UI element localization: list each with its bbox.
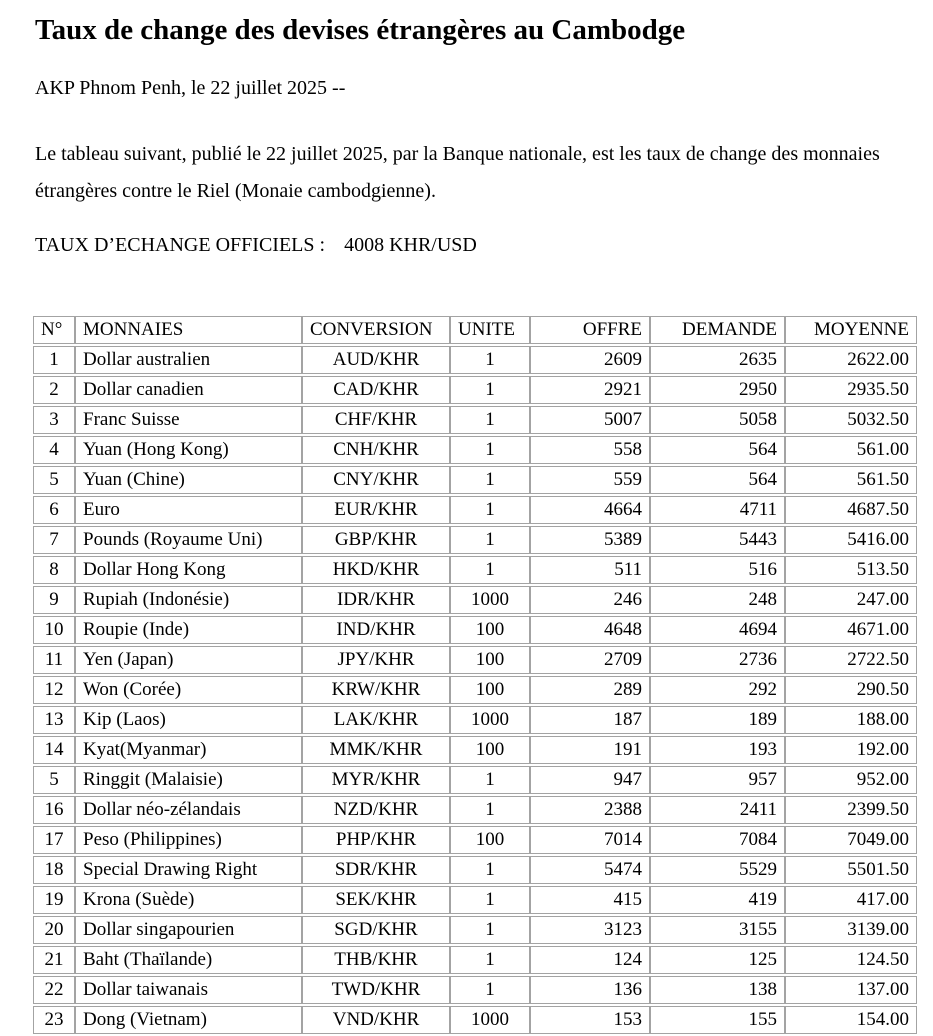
- cell-currency: Dollar singapourien: [75, 916, 302, 944]
- cell-conversion: CHF/KHR: [302, 406, 450, 434]
- cell-conversion: SGD/KHR: [302, 916, 450, 944]
- cell-currency: Dollar taiwanais: [75, 976, 302, 1004]
- cell-conversion: PHP/KHR: [302, 826, 450, 854]
- cell-offer: 187: [530, 706, 650, 734]
- cell-demand: 4711: [650, 496, 785, 524]
- table-row: [33, 646, 917, 674]
- cell-conversion: JPY/KHR: [302, 646, 450, 674]
- cell-no: 2: [33, 376, 75, 404]
- cell-demand: 7084: [650, 826, 785, 854]
- cell-conversion: CAD/KHR: [302, 376, 450, 404]
- cell-offer: 3123: [530, 916, 650, 944]
- cell-conversion: EUR/KHR: [302, 496, 450, 524]
- cell-average: 137.00: [785, 976, 917, 1004]
- table-row: [33, 886, 917, 914]
- cell-average: 952.00: [785, 766, 917, 794]
- cell-unit: 1: [450, 856, 530, 884]
- cell-no: 7: [33, 526, 75, 554]
- cell-no: 23: [33, 1006, 75, 1034]
- cell-average: 154.00: [785, 1006, 917, 1034]
- table-row: [33, 856, 917, 884]
- cell-currency: Dollar Hong Kong: [75, 556, 302, 584]
- cell-no: 4: [33, 436, 75, 464]
- cell-conversion: IDR/KHR: [302, 586, 450, 614]
- cell-unit: 1000: [450, 1006, 530, 1034]
- exchange-rates-table: [33, 314, 917, 1036]
- cell-no: 19: [33, 886, 75, 914]
- cell-average: 417.00: [785, 886, 917, 914]
- cell-average: 290.50: [785, 676, 917, 704]
- cell-currency: Dollar canadien: [75, 376, 302, 404]
- cell-average: 247.00: [785, 586, 917, 614]
- cell-average: 124.50: [785, 946, 917, 974]
- official-rate-line: [35, 233, 917, 257]
- cell-offer: 4664: [530, 496, 650, 524]
- cell-unit: 1: [450, 946, 530, 974]
- cell-conversion: MMK/KHR: [302, 736, 450, 764]
- table-row: [33, 736, 917, 764]
- table-row: [33, 346, 917, 374]
- cell-currency: Dollar australien: [75, 346, 302, 374]
- cell-unit: 1000: [450, 586, 530, 614]
- cell-currency: Dollar néo-zélandais: [75, 796, 302, 824]
- cell-unit: 1: [450, 556, 530, 584]
- cell-currency: Special Drawing Right: [75, 856, 302, 884]
- cell-offer: 2609: [530, 346, 650, 374]
- cell-unit: 1: [450, 346, 530, 374]
- table-row: [33, 556, 917, 584]
- cell-demand: 564: [650, 466, 785, 494]
- cell-currency: Won (Corée): [75, 676, 302, 704]
- cell-no: 10: [33, 616, 75, 644]
- cell-demand: 5058: [650, 406, 785, 434]
- cell-unit: 1: [450, 796, 530, 824]
- cell-average: 561.00: [785, 436, 917, 464]
- table-row: [33, 946, 917, 974]
- cell-no: 21: [33, 946, 75, 974]
- table-row: [33, 916, 917, 944]
- table-row: [33, 376, 917, 404]
- column-header-offer: OFFRE: [530, 316, 650, 344]
- rates-table-head: [33, 316, 917, 344]
- cell-conversion: CNY/KHR: [302, 466, 450, 494]
- rates-table-body: [33, 346, 917, 1034]
- column-header-unit: UNITE: [450, 316, 530, 344]
- official-rate-value: 4008 KHR/USD: [344, 234, 477, 256]
- cell-demand: 189: [650, 706, 785, 734]
- cell-offer: 246: [530, 586, 650, 614]
- cell-unit: 1: [450, 766, 530, 794]
- cell-unit: 100: [450, 736, 530, 764]
- cell-average: 2622.00: [785, 346, 917, 374]
- cell-currency: Kyat(Myanmar): [75, 736, 302, 764]
- cell-conversion: SDR/KHR: [302, 856, 450, 884]
- cell-average: 188.00: [785, 706, 917, 734]
- cell-conversion: THB/KHR: [302, 946, 450, 974]
- table-row: [33, 466, 917, 494]
- cell-average: 5032.50: [785, 406, 917, 434]
- cell-offer: 5007: [530, 406, 650, 434]
- cell-currency: Kip (Laos): [75, 706, 302, 734]
- cell-demand: 2411: [650, 796, 785, 824]
- cell-conversion: HKD/KHR: [302, 556, 450, 584]
- table-row: [33, 826, 917, 854]
- cell-average: 192.00: [785, 736, 917, 764]
- cell-conversion: CNH/KHR: [302, 436, 450, 464]
- cell-offer: 124: [530, 946, 650, 974]
- table-row: [33, 676, 917, 704]
- cell-unit: 1: [450, 976, 530, 1004]
- cell-unit: 100: [450, 676, 530, 704]
- cell-average: 4687.50: [785, 496, 917, 524]
- cell-currency: Euro: [75, 496, 302, 524]
- cell-no: 1: [33, 346, 75, 374]
- column-header-no: N°: [33, 316, 75, 344]
- cell-demand: 2736: [650, 646, 785, 674]
- cell-no: 5: [33, 466, 75, 494]
- cell-currency: Baht (Thaïlande): [75, 946, 302, 974]
- cell-demand: 4694: [650, 616, 785, 644]
- cell-conversion: NZD/KHR: [302, 796, 450, 824]
- cell-no: 16: [33, 796, 75, 824]
- cell-conversion: KRW/KHR: [302, 676, 450, 704]
- cell-demand: 2635: [650, 346, 785, 374]
- cell-unit: 1: [450, 466, 530, 494]
- cell-no: 17: [33, 826, 75, 854]
- cell-no: 6: [33, 496, 75, 524]
- cell-offer: 4648: [530, 616, 650, 644]
- column-header-conversion: CONVERSION: [302, 316, 450, 344]
- table-row: [33, 436, 917, 464]
- cell-demand: 957: [650, 766, 785, 794]
- cell-unit: 1: [450, 406, 530, 434]
- cell-offer: 7014: [530, 826, 650, 854]
- cell-conversion: LAK/KHR: [302, 706, 450, 734]
- table-row: [33, 616, 917, 644]
- cell-unit: 100: [450, 826, 530, 854]
- cell-conversion: AUD/KHR: [302, 346, 450, 374]
- cell-currency: Yuan (Chine): [75, 466, 302, 494]
- cell-offer: 2921: [530, 376, 650, 404]
- cell-currency: Pounds (Royaume Uni): [75, 526, 302, 554]
- cell-conversion: GBP/KHR: [302, 526, 450, 554]
- cell-demand: 248: [650, 586, 785, 614]
- cell-demand: 564: [650, 436, 785, 464]
- cell-unit: 1: [450, 916, 530, 944]
- table-row: [33, 1006, 917, 1034]
- cell-demand: 5529: [650, 856, 785, 884]
- cell-currency: Rupiah (Indonésie): [75, 586, 302, 614]
- header-row: [33, 316, 917, 344]
- cell-currency: Roupie (Inde): [75, 616, 302, 644]
- cell-no: 12: [33, 676, 75, 704]
- cell-currency: Dong (Vietnam): [75, 1006, 302, 1034]
- cell-unit: 1: [450, 526, 530, 554]
- cell-no: 20: [33, 916, 75, 944]
- cell-demand: 419: [650, 886, 785, 914]
- cell-unit: 1: [450, 496, 530, 524]
- cell-conversion: SEK/KHR: [302, 886, 450, 914]
- cell-offer: 191: [530, 736, 650, 764]
- cell-demand: 2950: [650, 376, 785, 404]
- cell-offer: 2388: [530, 796, 650, 824]
- cell-conversion: TWD/KHR: [302, 976, 450, 1004]
- table-row: [33, 496, 917, 524]
- cell-currency: Franc Suisse: [75, 406, 302, 434]
- cell-no: 5: [33, 766, 75, 794]
- cell-average: 2722.50: [785, 646, 917, 674]
- official-rate-label: TAUX D’ECHANGE OFFICIELS :: [35, 234, 326, 256]
- cell-no: 8: [33, 556, 75, 584]
- cell-currency: Yuan (Hong Kong): [75, 436, 302, 464]
- cell-average: 561.50: [785, 466, 917, 494]
- cell-offer: 2709: [530, 646, 650, 674]
- cell-offer: 5389: [530, 526, 650, 554]
- cell-currency: Ringgit (Malaisie): [75, 766, 302, 794]
- cell-no: 11: [33, 646, 75, 674]
- cell-offer: 559: [530, 466, 650, 494]
- cell-demand: 193: [650, 736, 785, 764]
- cell-average: 2935.50: [785, 376, 917, 404]
- cell-currency: Krona (Suède): [75, 886, 302, 914]
- cell-average: 513.50: [785, 556, 917, 584]
- cell-no: 13: [33, 706, 75, 734]
- table-row: [33, 796, 917, 824]
- cell-average: 5416.00: [785, 526, 917, 554]
- column-header-demand: DEMANDE: [650, 316, 785, 344]
- cell-demand: 125: [650, 946, 785, 974]
- column-header-average: MOYENNE: [785, 316, 917, 344]
- cell-no: 18: [33, 856, 75, 884]
- cell-unit: 1000: [450, 706, 530, 734]
- table-row: [33, 766, 917, 794]
- cell-unit: 100: [450, 646, 530, 674]
- cell-conversion: IND/KHR: [302, 616, 450, 644]
- cell-average: 3139.00: [785, 916, 917, 944]
- table-row: [33, 406, 917, 434]
- intro-paragraph: Le tableau suivant, publié le 22 juillet 2025, par la Banque nationale, est les taux de change des monnaies étrangères contre le Riel (Monaie cambodgienne).: [35, 143, 880, 202]
- cell-offer: 136: [530, 976, 650, 1004]
- cell-demand: 155: [650, 1006, 785, 1034]
- table-row: [33, 586, 917, 614]
- cell-no: 9: [33, 586, 75, 614]
- cell-no: 3: [33, 406, 75, 434]
- cell-unit: 100: [450, 616, 530, 644]
- cell-currency: Peso (Philippines): [75, 826, 302, 854]
- cell-offer: 511: [530, 556, 650, 584]
- cell-demand: 292: [650, 676, 785, 704]
- cell-offer: 558: [530, 436, 650, 464]
- cell-demand: 3155: [650, 916, 785, 944]
- cell-unit: 1: [450, 886, 530, 914]
- dateline: AKP Phnom Penh, le 22 juillet 2025 --: [35, 77, 346, 99]
- rates-table-container: [35, 314, 917, 1036]
- cell-average: 2399.50: [785, 796, 917, 824]
- cell-unit: 1: [450, 436, 530, 464]
- cell-offer: 5474: [530, 856, 650, 884]
- cell-offer: 289: [530, 676, 650, 704]
- column-header-currency: MONNAIES: [75, 316, 302, 344]
- table-row: [33, 526, 917, 554]
- cell-demand: 138: [650, 976, 785, 1004]
- cell-unit: 1: [450, 376, 530, 404]
- cell-conversion: MYR/KHR: [302, 766, 450, 794]
- cell-demand: 5443: [650, 526, 785, 554]
- table-row: [33, 706, 917, 734]
- cell-average: 4671.00: [785, 616, 917, 644]
- cell-no: 22: [33, 976, 75, 1004]
- page-title: Taux de change des devises étrangères au Cambodge: [35, 14, 686, 46]
- cell-average: 5501.50: [785, 856, 917, 884]
- cell-offer: 153: [530, 1006, 650, 1034]
- cell-offer: 947: [530, 766, 650, 794]
- cell-currency: Yen (Japan): [75, 646, 302, 674]
- cell-conversion: VND/KHR: [302, 1006, 450, 1034]
- cell-average: 7049.00: [785, 826, 917, 854]
- cell-no: 14: [33, 736, 75, 764]
- cell-offer: 415: [530, 886, 650, 914]
- cell-demand: 516: [650, 556, 785, 584]
